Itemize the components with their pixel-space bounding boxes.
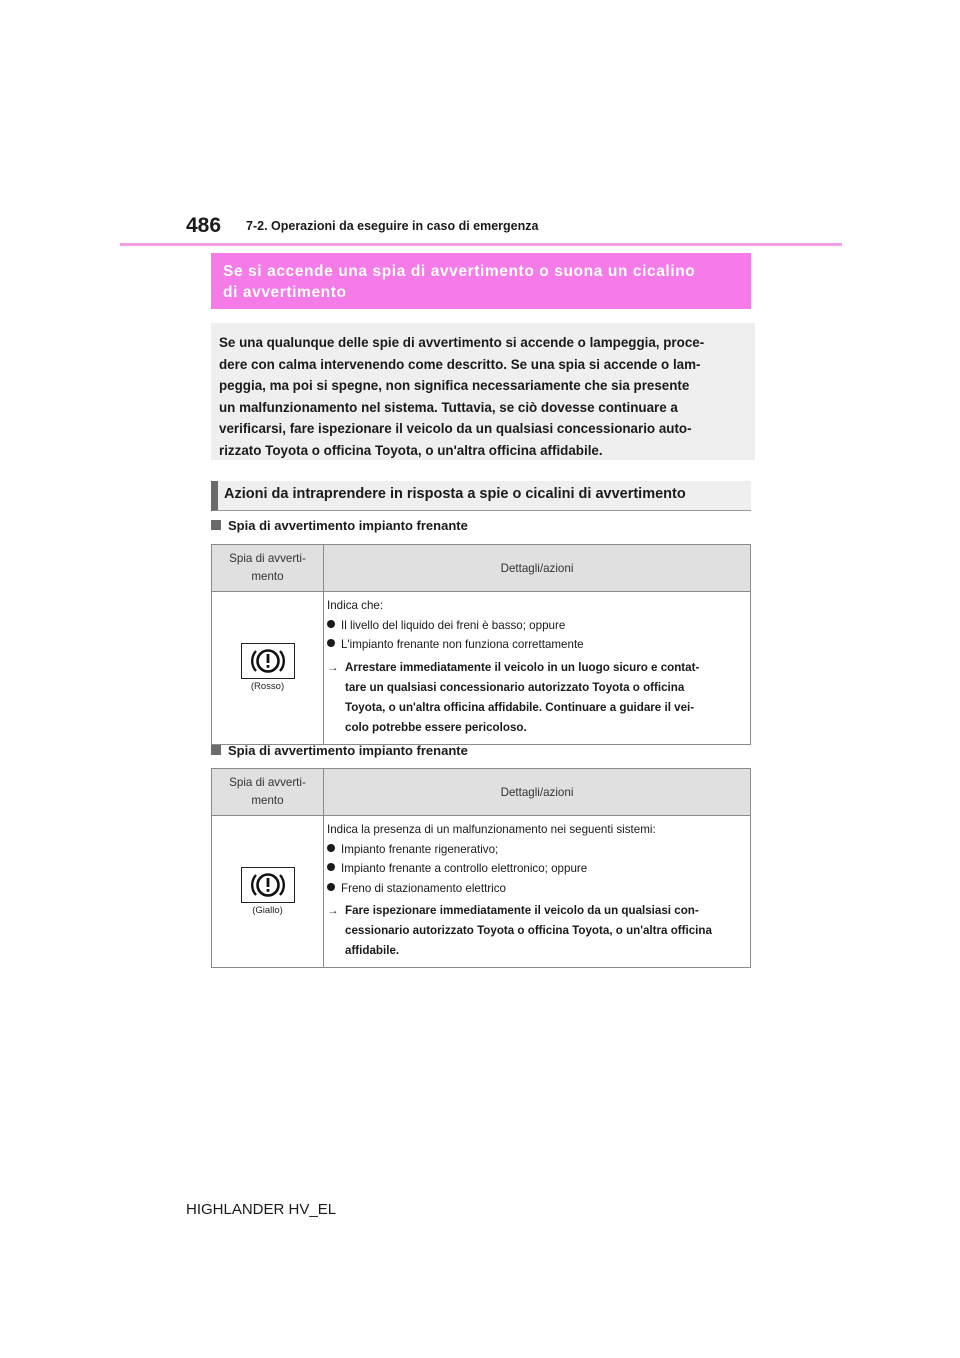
footer-model: HIGHLANDER HV_EL [186,1201,337,1218]
section-heading: Azioni da intraprendere in risposta a spie o cicalini di avvertimento [211,481,751,511]
intro-line: verificarsi, fare ispezionare il veicolo da un qualsiasi concessionario auto- [219,421,692,437]
col-header-warning [212,769,324,816]
action-text [327,658,745,738]
icon-cell [212,592,324,745]
chapter-title: 7-2. Operazioni da eseguire in caso di emergenza [246,219,539,233]
square-bullet-icon [211,520,221,530]
banner-line-1: Se si accende una spia di avvertimento o suona un cicalino [223,263,696,280]
list-item: Il livello del liquido dei freni è basso; oppure [327,616,745,636]
list-item: Impianto frenante a controllo elettronico; oppure [327,859,745,879]
section-banner [211,253,751,309]
col-header-line: Spia di avverti- [229,776,306,789]
page-number: 486 [186,214,222,237]
intro-box [211,323,755,460]
bullet-dot-icon [327,620,335,628]
action-line: affidabile. [345,944,400,957]
col-header-line: mento [251,794,284,807]
details-cell [324,592,751,745]
action-line: Arrestare immediatamente il veicolo in un luogo sicuro e contat- [345,660,700,674]
header-rule [120,243,842,246]
details-intro: Indica la presenza di un malfunzionamento nei seguenti sistemi: [327,823,656,836]
bullet-dot-icon [327,883,335,891]
arrow-right-icon: → [327,904,339,917]
brake-warning-icon [241,643,295,679]
intro-line: peggia, ma poi si spegne, non significa necessariamente che sia presente [219,378,690,394]
action-line: colo potrebbe essere pericoloso. [345,720,527,734]
action-line: Toyota, o un'altra officina affidabile. Continuare a guidare il vei- [345,700,695,714]
col-header-details: Dettagli/azioni [324,769,751,816]
details-intro: Indica che: [327,599,384,612]
square-bullet-icon [211,745,221,755]
icon-caption: (Giallo) [252,905,283,916]
intro-line: Se una qualunque delle spie di avvertimento si accende o lampeggia, proce- [219,335,705,350]
warning-table-red [211,544,751,745]
col-header-warning [212,545,324,592]
list-item: L'impianto frenante non funziona correttamente [327,635,745,655]
table-title-yellow [211,743,468,758]
intro-line: dere con calma intervenendo come descritto. Se una spia si accende o lam- [219,356,701,372]
banner-line-2: di avvertimento [223,284,347,301]
bullet-dot-icon [327,639,335,647]
action-line: tare un qualsiasi concessionario autorizzato Toyota o officina [345,680,685,694]
table-title-text: Spia di avvertimento impianto frenante [228,518,468,533]
action-line: cessionario autorizzato Toyota o officina Toyota, o un'altra officina [345,924,712,937]
bullet-dot-icon [327,844,335,852]
col-header-line: Spia di avverti- [229,552,306,565]
warning-table-yellow [211,768,751,968]
table-title-red [211,518,468,533]
icon-caption: (Rosso) [250,681,285,693]
table-title-text: Spia di avvertimento impianto frenante [228,743,468,758]
col-header-line: mento [251,570,284,583]
col-header-details: Dettagli/azioni [324,545,751,592]
details-cell [324,816,751,968]
bullet-dot-icon [327,863,335,871]
icon-cell [212,816,324,968]
list-item: Freno di stazionamento elettrico [327,879,745,899]
action-line: Fare ispezionare immediatamente il veicolo da un qualsiasi con- [345,904,699,917]
intro-line: un malfunzionamento nel sistema. Tuttavia, se ciò dovesse continuare a [219,399,678,415]
arrow-right-icon: → [327,660,339,674]
action-text [327,901,745,961]
brake-warning-icon [241,867,295,903]
intro-line: rizzato Toyota o officina Toyota, o un'altra officina affidabile. [219,442,603,458]
list-item: Impianto frenante rigenerativo; [327,840,745,860]
